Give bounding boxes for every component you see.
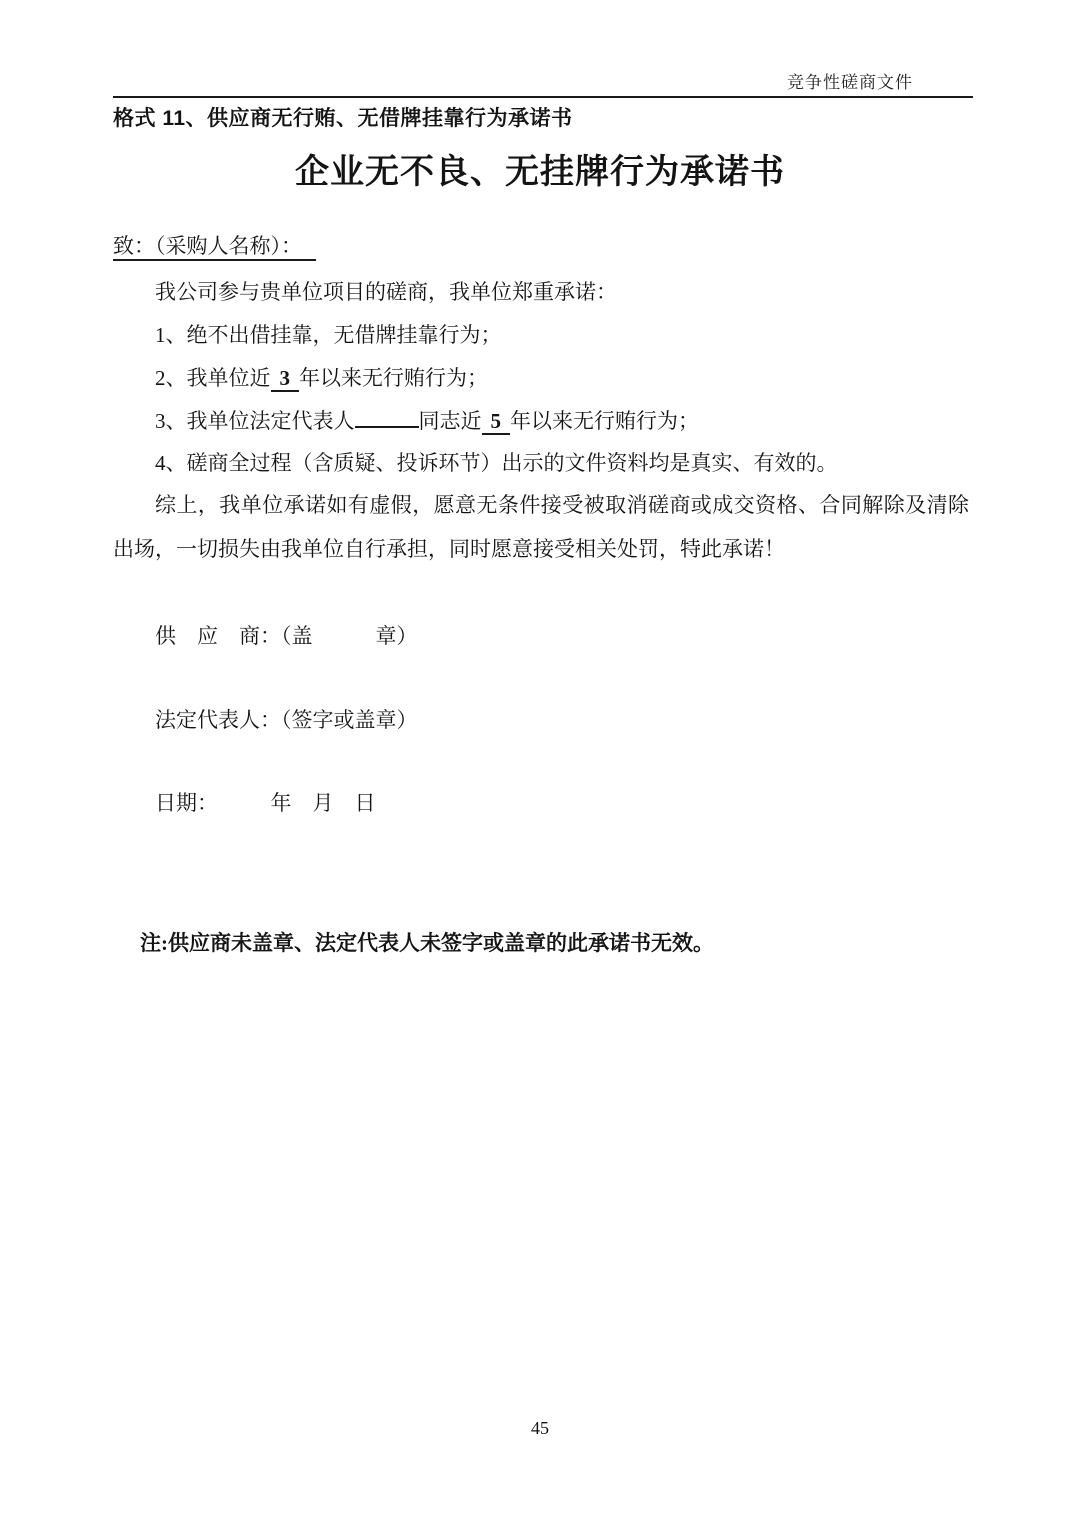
page-number: 45 [531,1418,549,1438]
item2-suffix: 年以来无行贿行为； [299,366,488,390]
header-rule [113,96,973,98]
legal-rep-name-blank [355,405,419,428]
item3-suffix: 年以来无行贿行为； [510,409,699,433]
date-line: 日期： 年 月 日 [155,791,376,815]
legal-representative-line: 法定代表人：（签字或盖章） [155,708,418,732]
item3-years-value: 5 [482,409,511,435]
commitment-item-2 [155,363,488,393]
header-doc-type: 竞争性磋商文件 [787,73,913,92]
salutation-line [113,231,316,261]
commitment-item-3 [155,405,699,436]
item2-prefix: 2、我单位近 [155,366,271,390]
salutation-text: 致：（采购人名称）： [113,234,316,261]
supplier-seal-line: 供 应 商：（盖 章） [155,624,418,648]
conclusion-paragraph: 综上，我单位承诺如有虚假，愿意无条件接受被取消磋商或成交资格、合同解除及清除出场，一切损失由我单位自行承担，同时愿意接受相关处罚，特此承诺！ [113,493,969,561]
commitment-item-1: 1、绝不出借挂靠，无借牌挂靠行为； [155,323,502,347]
format-heading: 格式 11、供应商无行贿、无借牌挂靠行为承诺书 [113,107,573,130]
document-title: 企业无不良、无挂牌行为承诺书 [295,153,785,191]
intro-line: 我公司参与贵单位项目的磋商，我单位郑重承诺： [155,280,617,304]
item2-years-value: 3 [271,366,300,392]
item3-mid: 同志近 [418,409,482,433]
validity-note: 注:供应商未盖章、法定代表人未签字或盖章的此承诺书无效。 [140,931,714,955]
item3-prefix: 3、我单位法定代表人 [155,409,355,433]
commitment-item-4: 4、磋商全过程（含质疑、投诉环节）出示的文件资料均是真实、有效的。 [155,451,838,475]
